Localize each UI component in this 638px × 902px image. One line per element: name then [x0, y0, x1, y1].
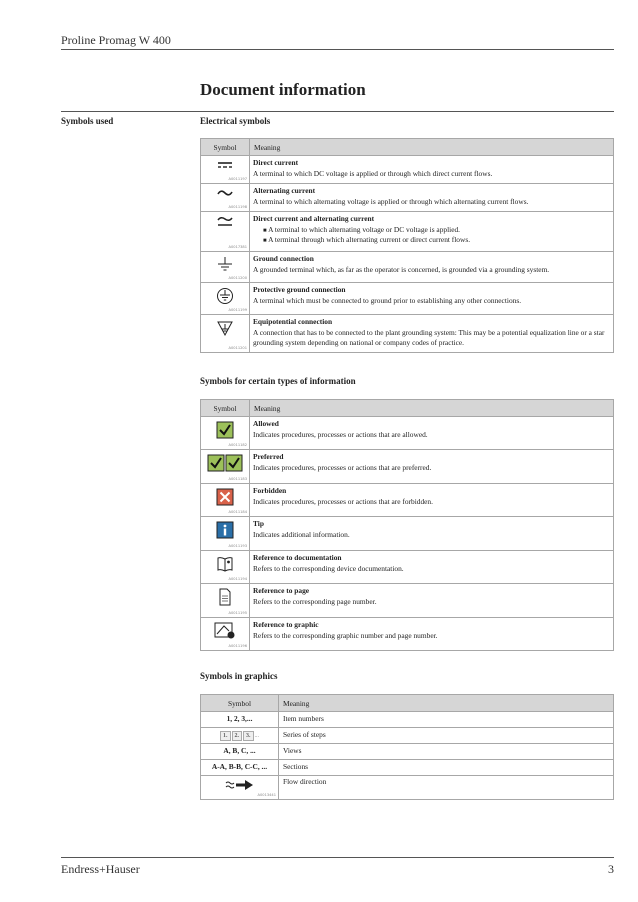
row-desc: A terminal which must be connected to ground prior to establishing any other connections. [253, 295, 522, 305]
bullet-item: ■ A terminal through which alternating current or direct current flows. [263, 235, 610, 246]
col-symbol: Symbol [201, 139, 250, 156]
symbol-code: A0011183 [228, 476, 247, 481]
step-box: 1. [220, 731, 231, 742]
row-title: Ground connection [253, 254, 314, 263]
row-desc: A grounded terminal which, as far as the operator is concerned, is grounded via a grounding system. [253, 264, 550, 274]
row-desc: Refers to the corresponding graphic number and page number. [253, 630, 438, 640]
info-table [200, 399, 614, 651]
allowed-check-icon [216, 421, 234, 439]
symbol-code: A0017381 [228, 244, 247, 249]
row-bullets [253, 225, 610, 246]
steps-symbol [201, 728, 279, 744]
step-box: 2. [232, 731, 243, 742]
section-label: Symbols used [61, 116, 114, 126]
symbol-code: A0011198 [228, 204, 247, 209]
table-row [201, 252, 614, 283]
symbol-code: A0013441 [257, 792, 276, 797]
symbol-code: A0011197 [228, 176, 247, 181]
meaning-text: Item numbers [279, 712, 614, 728]
row-title: Reference to documentation [253, 553, 342, 562]
alternating-current-icon [216, 188, 234, 198]
steps-suffix: ... [254, 732, 259, 739]
row-title: Allowed [253, 419, 279, 428]
direct-current-icon [216, 160, 234, 170]
table-row [201, 417, 614, 450]
table-row [201, 728, 614, 744]
table-row [201, 760, 614, 776]
preferred-check-icon [207, 454, 243, 472]
equipotential-icon [216, 319, 234, 337]
col-meaning: Meaning [250, 400, 614, 417]
col-symbol: Symbol [201, 400, 250, 417]
symbol-code: A0011195 [228, 610, 247, 615]
row-title: Equipotential connection [253, 317, 333, 326]
symbol-code: A0011199 [228, 307, 247, 312]
table-row [201, 712, 614, 728]
protective-ground-icon [216, 287, 234, 305]
symbol-code: A0011182 [228, 442, 247, 447]
table-row [201, 744, 614, 760]
symbol-text: A, B, C, ... [201, 744, 279, 760]
row-title: Tip [253, 519, 264, 528]
row-desc: Indicates procedures, processes or actions that are forbidden. [253, 496, 433, 506]
table-row [201, 618, 614, 651]
row-title: Direct current [253, 158, 299, 167]
symbol-text: 1, 2, 3,... [201, 712, 279, 728]
forbidden-x-icon [216, 488, 234, 506]
row-desc: A connection that has to be connected to the plant grounding system: This may be a potential equalization line or a star grounding system depending on national or company codes of practice. [253, 327, 605, 348]
electrical-heading: Electrical symbols [200, 116, 271, 126]
tip-info-icon [216, 521, 234, 539]
page-reference-icon [216, 588, 234, 606]
info-heading: Symbols for certain types of information [200, 376, 356, 386]
row-desc: Indicates procedures, processes or actions that are allowed. [253, 429, 428, 439]
row-title: Forbidden [253, 486, 287, 495]
header-product: Proline Promag W 400 [61, 33, 171, 47]
meaning-text: Views [279, 744, 614, 760]
table-row [201, 156, 614, 184]
meaning-text: Sections [279, 760, 614, 776]
footer-brand: Endress+Hauser [61, 862, 140, 876]
table-row [201, 584, 614, 618]
row-desc: A terminal to which alternating voltage is applied or through which alternating current flows. [253, 196, 529, 206]
row-desc: A terminal to which DC voltage is applied or through which direct current flows. [253, 168, 493, 178]
row-desc: Refers to the corresponding device documentation. [253, 563, 404, 573]
symbol-code: A0011193 [228, 543, 247, 548]
table-row [201, 484, 614, 517]
table-row [201, 551, 614, 584]
title-rule [61, 111, 614, 112]
page-title: Document information [200, 80, 366, 99]
row-title: Alternating current [253, 186, 316, 195]
ground-icon [216, 256, 234, 272]
electrical-table [200, 138, 614, 353]
graphics-heading: Symbols in graphics [200, 671, 278, 681]
footer-rule [61, 857, 614, 858]
symbol-code: A0011196 [228, 643, 247, 648]
symbol-code: A0011184 [228, 509, 247, 514]
table-row [201, 517, 614, 551]
graphic-reference-icon [214, 622, 236, 640]
row-desc: Refers to the corresponding page number. [253, 596, 377, 606]
dc-ac-icon [216, 216, 234, 228]
table-row [201, 212, 614, 252]
flow-direction-arrow-icon [225, 779, 255, 791]
row-title: Direct current and alternating current [253, 214, 375, 223]
row-title: Preferred [253, 452, 284, 461]
step-box: 3. [243, 731, 254, 742]
table-row [201, 315, 614, 353]
symbol-code: A0011201 [228, 345, 247, 350]
table-row [201, 450, 614, 484]
table-row [201, 283, 614, 315]
bullet-item: ■ A terminal to which alternating voltage or DC voltage is applied. [263, 225, 610, 236]
row-title: Reference to graphic [253, 620, 319, 629]
table-row [201, 184, 614, 212]
meaning-text: Series of steps [279, 728, 614, 744]
documentation-book-icon [216, 555, 234, 573]
col-meaning: Meaning [250, 139, 614, 156]
symbol-code: A0011200 [228, 275, 247, 280]
row-title: Protective ground connection [253, 285, 346, 294]
row-title: Reference to page [253, 586, 310, 595]
symbol-text: A-A, B-B, C-C, ... [201, 760, 279, 776]
meaning-text: Flow direction [279, 776, 614, 800]
graphics-table [200, 694, 614, 800]
page-number: 3 [608, 862, 614, 876]
header-rule [61, 49, 614, 50]
row-desc: Indicates procedures, processes or actions that are preferred. [253, 462, 432, 472]
table-row [201, 776, 614, 800]
col-meaning: Meaning [279, 695, 614, 712]
col-symbol: Symbol [201, 695, 279, 712]
symbol-code: A0011194 [228, 576, 247, 581]
row-desc: Indicates additional information. [253, 529, 350, 539]
